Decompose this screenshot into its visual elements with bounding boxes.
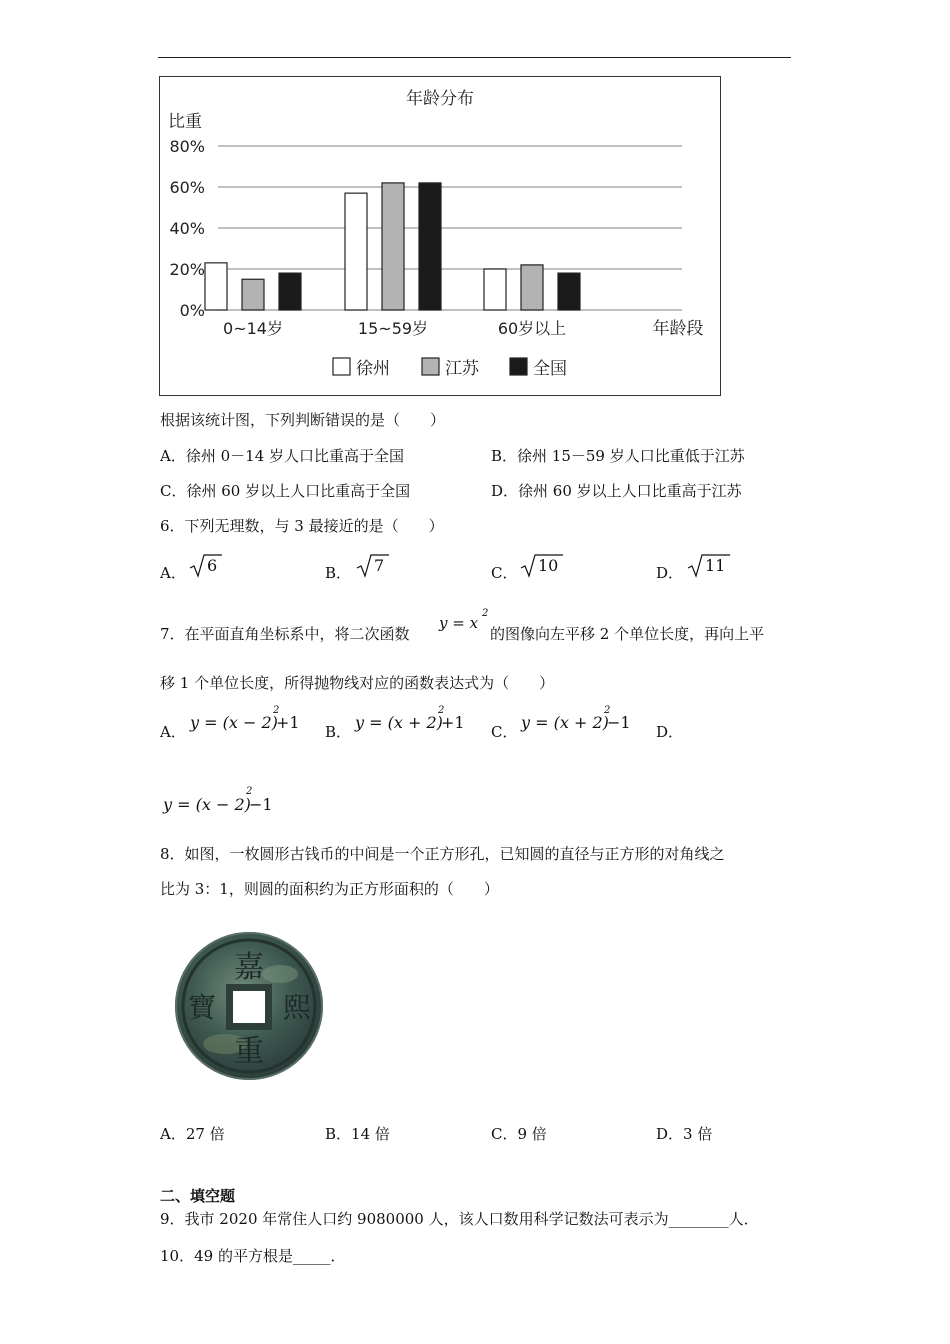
q6-option-b-label: B． [325,564,352,582]
q7-option-d-expr: y = (x − 2) [163,795,251,814]
q5-option-c[interactable]: C．徐州 60 岁以上人口比重高于全国 [160,482,411,500]
q7-option-b-expr: y = (x + 2) [355,713,443,732]
bar-全国-0~14岁 [279,273,301,310]
coin-char-right: 熙 [282,991,312,1024]
y-tick-label: 0% [179,301,205,320]
q6-stem: 6．下列无理数，与 3 最接近的是（ ） [160,517,444,535]
q7-option-d-label[interactable]: D． [656,723,684,741]
chart-xlabel: 年龄段 [652,319,704,339]
q6-option-a-label: A． [160,564,186,582]
q7-option-b-tail: +1 [441,713,465,732]
q5-option-d[interactable]: D．徐州 60 岁以上人口比重高于江苏 [491,482,742,500]
bar-徐州-0~14岁 [205,263,227,310]
legend-label-江苏: 江苏 [445,359,479,379]
legend-swatch-全国 [510,358,527,375]
q7-option-d-exp: 2 [246,786,253,797]
q6-option-c-label: C． [491,564,518,582]
bar-江苏-60岁以上 [521,265,543,310]
q7-stem-line2: 移 1 个单位长度，所得抛物线对应的函数表达式为（ ） [160,674,555,692]
q8-option-d[interactable]: D．3 倍 [656,1125,713,1143]
q7-option-c-label: C． [491,723,518,741]
chart-ylabel: 比重 [168,112,202,132]
q7-option-b-exp: 2 [438,705,445,716]
bar-全国-60岁以上 [558,273,580,310]
legend-label-徐州: 徐州 [356,359,390,379]
q6-d-radicand: 11 [705,556,726,575]
coin-icon [170,924,330,1084]
y-tick-label: 60% [169,178,205,197]
coin-char-bottom: 重 [234,1034,264,1069]
age-distribution-chart [159,76,721,396]
legend-swatch-江苏 [422,358,439,375]
q7-stem-line1 [160,608,800,652]
x-tick-label: 60岁以上 [497,319,567,338]
q5-option-b[interactable]: B．徐州 15－59 岁人口比重低于江苏 [491,447,745,465]
q8-option-a[interactable]: A．27 倍 [160,1125,225,1143]
radical-sign-icon [188,552,248,580]
q8-option-c[interactable]: C．9 倍 [491,1125,547,1143]
y-tick-label: 20% [169,260,205,279]
coin-char-top: 嘉 [234,950,264,985]
header-rule [158,57,791,58]
q7-option-c-tail: −1 [607,713,631,732]
ancient-coin-image [170,924,330,1084]
q8-stem-line2: 比为 3：1，则圆的面积约为正方形面积的（ ） [160,880,499,898]
q7-stem-part2: 的图像向左平移 2 个单位长度，再向上平 [490,625,765,643]
q5-stem: 根据该统计图，下列判断错误的是（ ） [160,411,446,429]
q7-function-exponent: 2 [482,608,489,619]
q7-option-c-exp: 2 [604,705,611,716]
x-tick-label: 15~59岁 [357,319,429,338]
chart-title: 年龄分布 [406,89,474,109]
radical-sign-icon [355,552,415,580]
q7-function: y = x [439,614,479,632]
bar-全国-15~59岁 [419,183,441,310]
radical-sign-icon [686,552,756,580]
q7-option-a-exp: 2 [273,705,280,716]
bar-chart-svg [160,77,720,395]
bar-江苏-15~59岁 [382,183,404,310]
legend-label-全国: 全国 [533,359,567,379]
q7-stem-part1: 7．在平面直角坐标系中，将二次函数 [160,625,410,643]
q7-option-b-label: B． [325,723,352,741]
q7-option-c[interactable] [491,705,656,742]
bar-江苏-0~14岁 [242,279,264,310]
y-tick-label: 40% [169,219,205,238]
y-tick-label: 80% [169,137,205,156]
q6-b-radicand: 7 [374,556,385,575]
bar-徐州-15~59岁 [345,193,367,310]
q8-stem-line1: 8．如图，一枚圆形古钱币的中间是一个正方形孔，已知圆的直径与正方形的对角线之 [160,845,725,863]
q6-a-radicand: 6 [207,556,218,575]
bar-徐州-60岁以上 [484,269,506,310]
q7-option-a[interactable] [160,705,325,742]
q8-option-b[interactable]: B．14 倍 [325,1125,390,1143]
legend-swatch-徐州 [333,358,350,375]
q7-option-d[interactable] [160,785,325,819]
q7-option-c-expr: y = (x + 2) [521,713,609,732]
q6-c-radicand: 10 [538,556,559,575]
q7-option-d-tail: −1 [249,795,273,814]
q7-option-a-tail: +1 [276,713,300,732]
q6-option-d-label: D． [656,564,684,582]
x-tick-label: 0~14岁 [223,319,283,338]
q7-option-a-label: A． [160,723,186,741]
q10-text: 10．49 的平方根是_____． [160,1247,346,1265]
q5-option-a[interactable]: A．徐州 0－14 岁人口比重高于全国 [160,447,405,465]
section-title-fill-in: 二、填空题 [160,1187,236,1205]
coin-char-left: 寶 [187,991,217,1024]
q7-option-b[interactable] [325,705,490,742]
q9-text: 9．我市 2020 年常住人口约 9080000 人，该人口数用科学记数法可表示为________人． [160,1210,759,1228]
radical-sign-icon [519,552,589,580]
q7-option-a-expr: y = (x − 2) [190,713,278,732]
